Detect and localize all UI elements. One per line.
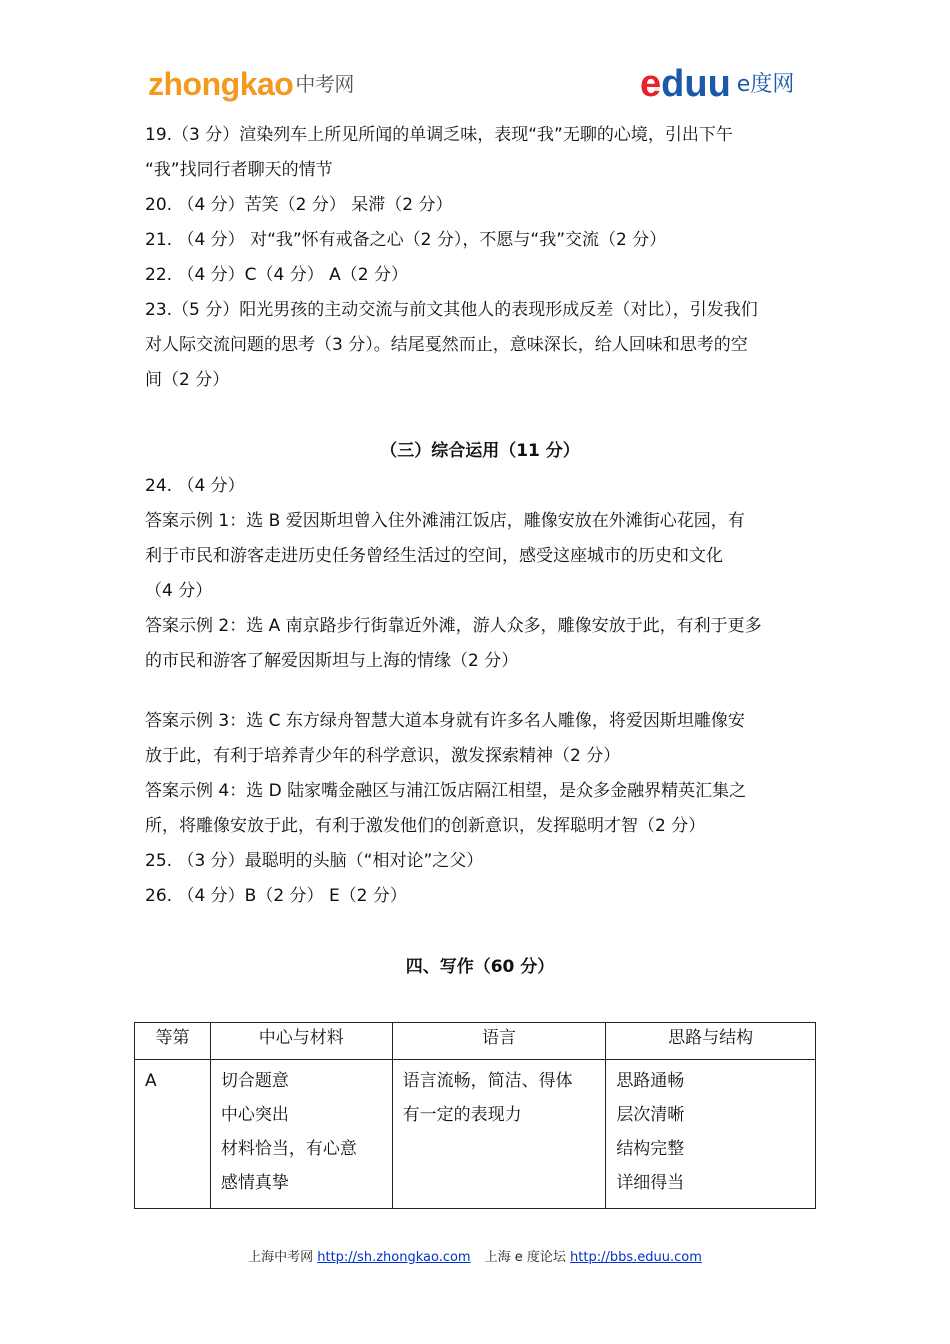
example-2-line-1: 答案示例 2：选 A 南京路步行街靠近外滩，游人众多，雕像安放于此，有利于更多 [145,616,762,636]
example-1-line-2: 利于市民和游客走进历史任务曾经生活过的空间，感受这座城市的历史和文化 [145,546,723,566]
footer-label-zhongkao: 上海中考网 [248,1250,318,1265]
eduu-logo-cn: e度网 [736,72,795,97]
table-cell-center [210,1060,392,1209]
answer-24: 24. （4 分） [145,476,245,496]
answer-23-line-2: 对人际交流问题的思考（3 分）。结尾戛然而止，意味深长，给人回味和思考的空 [145,335,748,355]
zhongkao-logo [148,66,354,103]
eduu-logo [640,64,794,111]
answer-20: 20. （4 分）苦笑（2 分） 呆滞（2 分） [145,195,453,215]
answer-23-line-3: 间（2 分） [145,370,230,390]
center-item: 感情真挚 [220,1173,289,1193]
footer-link-zhongkao[interactable]: http://sh.zhongkao.com [317,1250,471,1265]
grading-table [134,1022,816,1209]
example-4-line-1: 答案示例 4：选 D 陆家嘴金融区与浦江饭店隔江相望，是众多金融界精英汇集之 [145,781,747,801]
answer-21: 21. （4 分） 对“我”怀有戒备之心（2 分），不愿与“我”交流（2 分） [145,230,667,250]
answer-19-line-2: “我”找同行者聊天的情节 [145,160,333,180]
example-3-line-1: 答案示例 3：选 C 东方绿舟智慧大道本身就有许多名人雕像，将爱因斯坦雕像安 [145,711,745,731]
example-4-line-2: 所，将雕像安放于此，有利于激发他们的创新意识，发挥聪明才智（2 分） [145,816,706,836]
answer-26: 26. （4 分）B（2 分） E（2 分） [145,886,407,906]
footer-link-eduu[interactable]: http://bbs.eduu.com [570,1250,702,1265]
language-item: 语言流畅，简洁、得体 [402,1071,573,1091]
answer-22: 22. （4 分）C（4 分） A（2 分） [145,265,409,285]
center-item: 材料恰当，有心意 [220,1139,357,1159]
answer-25: 25. （3 分）最聪明的头脑（“相对论”之父） [145,851,484,871]
example-2-line-2: 的市民和游客了解爱因斯坦与上海的情缘（2 分） [145,651,519,671]
example-1-line-1: 答案示例 1：选 B 爱因斯坦曾入住外滩浦江饭店，雕像安放在外滩街心花园，有 [145,511,745,531]
answer-19-line-1: 19.（3 分）渲染列车上所见所闻的单调乏味，表现“我”无聊的心境，引出下午 [145,125,733,145]
language-item: 有一定的表现力 [402,1105,522,1125]
answer-23-line-1: 23.（5 分）阳光男孩的主动交流与前文其他人的表现形成反差（对比），引发我们 [145,300,758,320]
answer-content [145,118,815,985]
section-heading-4: 四、写作（60 分） [405,957,555,977]
zhongkao-logo-cn: 中考网 [295,74,354,96]
table-cell-grade [135,1060,211,1209]
structure-item: 思路通畅 [616,1071,685,1091]
table-header-row [135,1023,816,1060]
section-heading-3: （三）综合运用（11 分） [380,441,580,461]
table-header-center: 中心与材料 [210,1023,392,1060]
eduu-logo-e: e [640,63,662,105]
eduu-logo-duu: duu [661,63,731,105]
table-row [135,1060,816,1209]
table-header-structure: 思路与结构 [606,1023,816,1060]
page-footer [0,1246,950,1265]
table-cell-language [392,1060,606,1209]
structure-item: 层次清晰 [616,1105,685,1125]
table-header-language: 语言 [392,1023,606,1060]
table-header-grade: 等第 [135,1023,211,1060]
grade-value: A [145,1071,157,1091]
structure-item: 详细得当 [616,1173,685,1193]
footer-label-eduu: 上海 e 度论坛 [484,1250,571,1265]
center-item: 中心突出 [220,1105,289,1125]
structure-item: 结构完整 [616,1139,685,1159]
zhongkao-logo-text: zhongkao [148,66,294,102]
example-1-line-3: （4 分） [145,581,213,601]
table-cell-structure [606,1060,816,1209]
example-3-line-2: 放于此，有利于培养青少年的科学意识，激发探索精神（2 分） [145,746,621,766]
center-item: 切合题意 [220,1071,289,1091]
